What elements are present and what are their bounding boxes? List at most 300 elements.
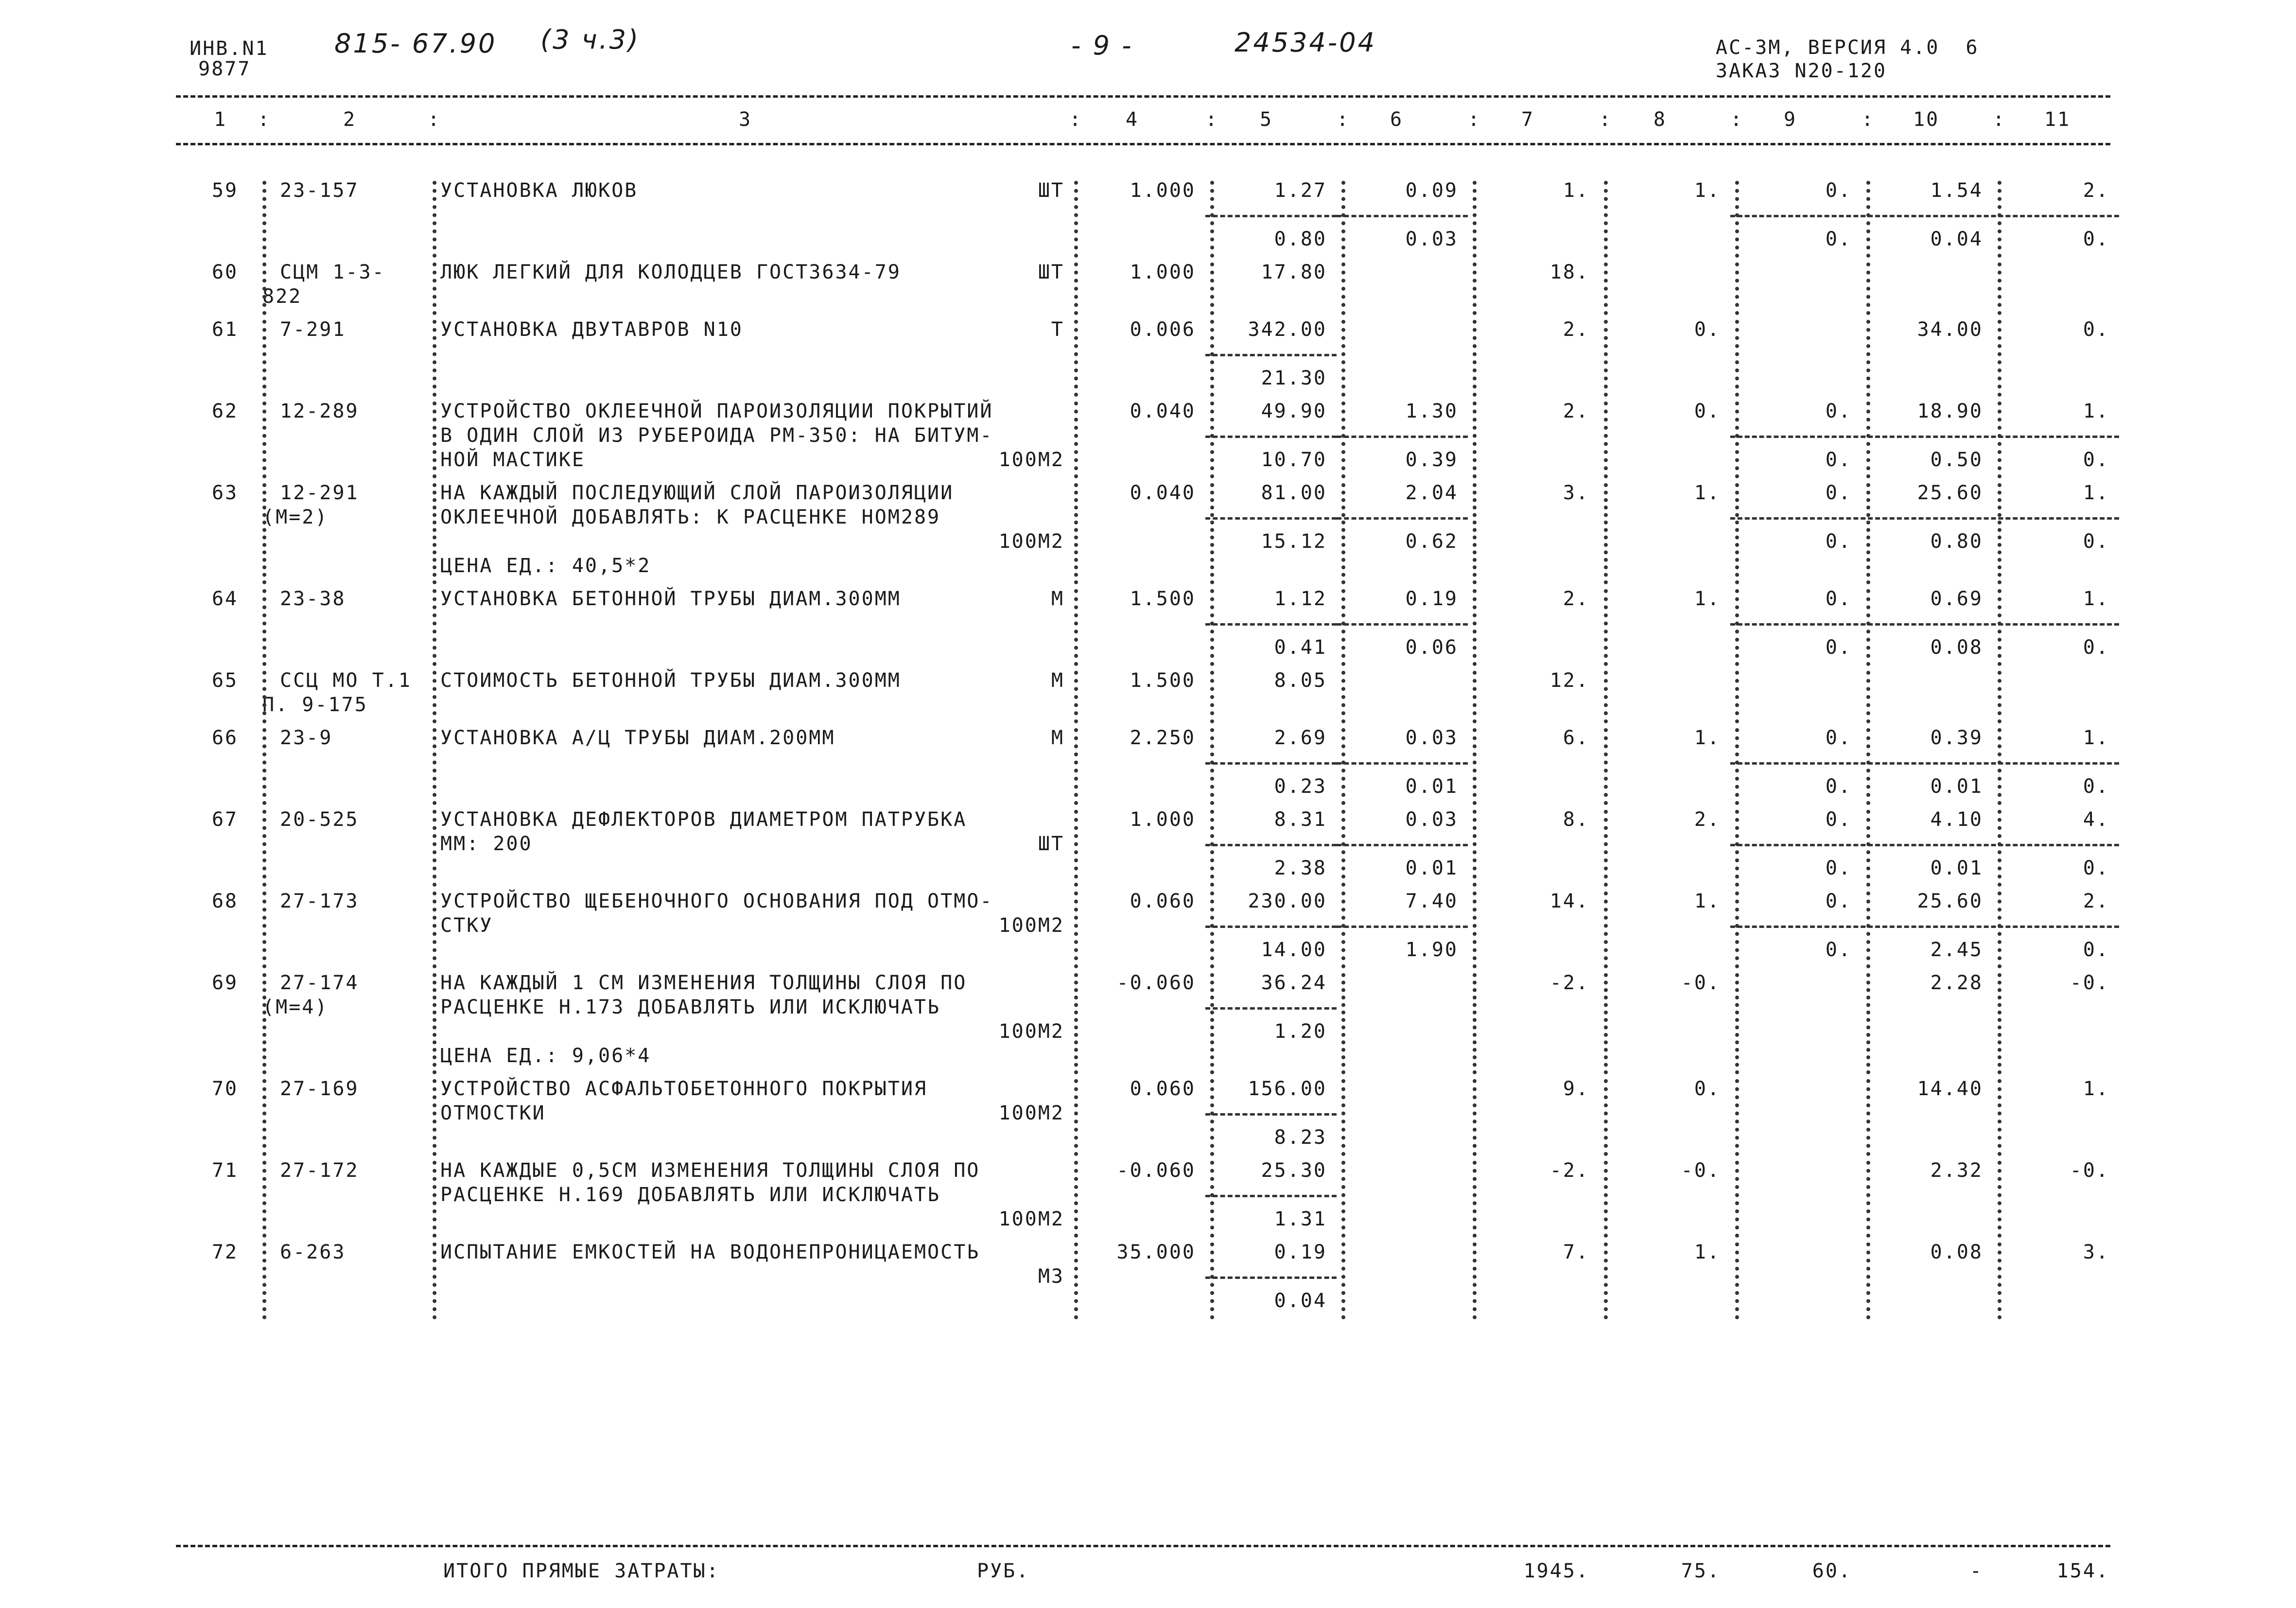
column-separator [1074, 810, 1078, 887]
inventory-number: 9877 [198, 58, 251, 80]
column-separator [1210, 1161, 1214, 1238]
wage-cost: 0.03 [1405, 808, 1458, 831]
column-separator [1210, 891, 1214, 968]
column-header-separator: : [1730, 108, 1744, 131]
unit-of-measure: 100М2 [998, 449, 1064, 471]
column-separator [1341, 810, 1345, 887]
column-separator [1735, 262, 1739, 315]
column-separator [1074, 320, 1078, 397]
column-separator [1341, 973, 1345, 1074]
subtotal-rule-col9-11 [1730, 517, 2119, 520]
column-separator [1341, 1079, 1345, 1156]
labor-total: 3. [2083, 1241, 2109, 1263]
wage-cost: 0.01 [1405, 857, 1458, 879]
unit-cost: 8.23 [1274, 1126, 1327, 1149]
unit-of-measure: 100М2 [998, 1102, 1064, 1124]
order-number: ЗАКАЗ N20-120 [1716, 60, 1887, 82]
labor-total: 0. [2083, 636, 2109, 659]
quantity: 1.500 [1130, 588, 1196, 610]
column-separator [433, 810, 436, 887]
subtotal-rule-col9-11 [1730, 762, 2119, 765]
work-description: УСТРОЙСТВО ЩЕБЕНОЧНОГО ОСНОВАНИЯ ПОД ОТМО- [440, 890, 993, 912]
total-cost: 1. [1563, 179, 1589, 202]
machine-cost: 0. [1825, 588, 1852, 610]
column-header-separator: : [1993, 108, 2006, 131]
labor-cost: 0.80 [1930, 530, 1983, 553]
column-separator [1473, 1242, 1477, 1319]
total-cost: 8. [1563, 808, 1589, 831]
column-separator [433, 1079, 436, 1156]
column-separator [1604, 483, 1608, 584]
unit-cost: 1.12 [1274, 588, 1327, 610]
unit-cost: 342.00 [1248, 318, 1327, 341]
column-header-7: 7 [1521, 108, 1535, 131]
total-cost: 6. [1563, 727, 1589, 749]
work-description: РАСЦЕНКЕ Н.169 ДОБАВЛЯТЬ ИЛИ ИСКЛЮЧАТЬ [440, 1184, 941, 1206]
column-separator [433, 1242, 436, 1319]
column-separator [433, 671, 436, 723]
rate-code: 6-263 [280, 1241, 346, 1263]
column-separator [433, 973, 436, 1074]
work-description: УСТАНОВКА БЕТОННОЙ ТРУБЫ ДИАМ.300ММ [440, 588, 901, 610]
subtotal-rule-col9-11 [1730, 926, 2119, 928]
column-separator [1074, 1161, 1078, 1238]
column-separator [1473, 891, 1477, 968]
labor-cost: 18.90 [1917, 400, 1983, 422]
quantity: 1.000 [1130, 261, 1196, 283]
column-header-separator: : [1337, 108, 1350, 131]
total-cost: -2. [1549, 1159, 1589, 1182]
rate-code: 23-9 [280, 727, 333, 749]
quantity: 0.060 [1130, 1078, 1196, 1100]
column-separator [1210, 1079, 1214, 1156]
labor-total: 0. [2083, 530, 2109, 553]
column-separator [1074, 728, 1078, 805]
wage-total: 0. [1694, 400, 1721, 422]
work-description: РАСЦЕНКЕ Н.173 ДОБАВЛЯТЬ ИЛИ ИСКЛЮЧАТЬ [440, 996, 941, 1018]
column-separator [1604, 810, 1608, 887]
total-c10: - [1969, 1560, 1983, 1582]
row-number: 64 [211, 588, 238, 610]
column-header-5: 5 [1260, 108, 1273, 131]
subtotal-rule-col6 [1337, 762, 1468, 765]
column-separator [1341, 891, 1345, 968]
labor-cost: 2.45 [1930, 939, 1983, 961]
column-separator [1604, 262, 1608, 315]
row-number: 62 [211, 400, 238, 422]
column-separator [1473, 402, 1477, 478]
column-separator [1998, 1161, 2001, 1238]
rate-code: (М=4) [262, 996, 329, 1018]
total-c9: 60. [1812, 1560, 1852, 1582]
column-separator [1341, 1161, 1345, 1238]
row-number: 69 [211, 972, 238, 994]
quantity: 2.250 [1130, 727, 1196, 749]
header-rule-bottom [176, 143, 2110, 145]
unit-cost: 230.00 [1248, 890, 1327, 912]
column-header-9: 9 [1784, 108, 1797, 131]
column-separator [262, 402, 266, 478]
header-rule-top [176, 95, 2110, 98]
labor-cost: 0.39 [1930, 727, 1983, 749]
column-separator [1473, 1079, 1477, 1156]
wage-cost: 1.30 [1405, 400, 1458, 422]
labor-cost: 25.60 [1917, 482, 1983, 504]
row-number: 71 [211, 1159, 238, 1182]
column-header-4: 4 [1126, 108, 1139, 131]
wage-cost: 0.62 [1405, 530, 1458, 553]
labor-total: 1. [2083, 727, 2109, 749]
column-separator [1998, 402, 2001, 478]
rate-code: 23-157 [280, 179, 359, 202]
subtotal-rule-col5 [1205, 1276, 1337, 1279]
rate-code: 822 [262, 285, 302, 308]
column-separator [1604, 320, 1608, 397]
subtotal-rule-col9-11 [1730, 844, 2119, 846]
column-header-8: 8 [1653, 108, 1667, 131]
column-separator [1604, 1161, 1608, 1238]
column-separator [1341, 1242, 1345, 1319]
column-separator [1735, 483, 1739, 584]
column-separator [1210, 671, 1214, 723]
labor-total: 1. [2083, 1078, 2109, 1100]
subtotal-rule-col6 [1337, 844, 1468, 846]
column-separator [1210, 1242, 1214, 1319]
column-separator [1341, 671, 1345, 723]
subtotal-rule-col6 [1337, 517, 1468, 520]
total-c7: 1945. [1523, 1560, 1589, 1582]
unit-cost: 17.80 [1261, 261, 1327, 283]
unit-price-note: ЦЕНА ЕД.: 40,5*2 [440, 555, 651, 577]
machine-cost: 0. [1825, 939, 1852, 961]
column-separator [1866, 671, 1870, 723]
total-unit: РУБ. [977, 1560, 1030, 1582]
quantity: 35.000 [1116, 1241, 1196, 1263]
unit-cost: 49.90 [1261, 400, 1327, 422]
subtotal-rule-col5 [1205, 517, 1337, 520]
column-separator [1866, 1161, 1870, 1238]
column-separator [1074, 891, 1078, 968]
column-separator [1604, 589, 1608, 666]
column-separator [1473, 181, 1477, 258]
unit-cost: 25.30 [1261, 1159, 1327, 1182]
unit-cost: 0.80 [1274, 228, 1327, 250]
column-separator [1604, 973, 1608, 1074]
subtotal-rule-col6 [1337, 436, 1468, 438]
column-separator [1074, 402, 1078, 478]
labor-cost: 4.10 [1930, 808, 1983, 831]
unit-cost: 15.12 [1261, 530, 1327, 553]
column-separator [1473, 810, 1477, 887]
column-separator [262, 1079, 266, 1156]
subtotal-rule-col5 [1205, 623, 1337, 626]
column-separator [1998, 320, 2001, 397]
work-description: УСТАНОВКА ДВУТАВРОВ N10 [440, 318, 743, 341]
column-separator [1210, 728, 1214, 805]
unit-cost: 1.20 [1274, 1020, 1327, 1043]
column-header-separator: : [1069, 108, 1083, 131]
column-separator [1866, 483, 1870, 584]
total-cost: 2. [1563, 318, 1589, 341]
rate-code: П. 9-175 [262, 694, 368, 716]
labor-cost: 0.01 [1930, 857, 1983, 879]
quantity: 1.000 [1130, 179, 1196, 202]
labor-total: 0. [2083, 318, 2109, 341]
column-separator [1866, 402, 1870, 478]
column-separator [262, 262, 266, 315]
unit-of-measure: М [1051, 669, 1064, 692]
row-number: 60 [211, 261, 238, 283]
column-separator [433, 483, 436, 584]
rate-code: 12-291 [280, 482, 359, 504]
labor-total: 0. [2083, 939, 2109, 961]
column-header-3: 3 [739, 108, 752, 131]
work-description: УСТАНОВКА А/Ц ТРУБЫ ДИАМ.200ММ [440, 727, 835, 749]
machine-cost: 0. [1825, 228, 1852, 250]
column-separator [1210, 589, 1214, 666]
unit-cost: 8.31 [1274, 808, 1327, 831]
rate-code: 20-525 [280, 808, 359, 831]
column-separator [433, 402, 436, 478]
column-separator [1735, 589, 1739, 666]
machine-cost: 0. [1825, 775, 1852, 798]
column-separator [1604, 181, 1608, 258]
column-separator [1998, 973, 2001, 1074]
labor-total: 2. [2083, 890, 2109, 912]
row-number: 70 [211, 1078, 238, 1100]
work-description: ММ: 200 [440, 833, 533, 855]
column-separator [433, 181, 436, 258]
column-separator [1473, 973, 1477, 1074]
rate-code: 7-291 [280, 318, 346, 341]
unit-cost: 0.41 [1274, 636, 1327, 659]
column-separator [433, 320, 436, 397]
column-separator [1998, 671, 2001, 723]
unit-of-measure: ШТ [1038, 833, 1064, 855]
total-c11: 154. [2056, 1560, 2109, 1582]
subtotal-rule-col5 [1205, 1195, 1337, 1197]
column-separator [1866, 320, 1870, 397]
column-separator [1604, 1079, 1608, 1156]
column-separator [433, 728, 436, 805]
row-number: 63 [211, 482, 238, 504]
order-handwritten: 24534-04 [1235, 27, 1376, 58]
wage-total: 2. [1694, 808, 1721, 831]
column-header-separator: : [428, 108, 441, 131]
unit-of-measure: 100М2 [998, 914, 1064, 937]
column-separator [1074, 181, 1078, 258]
work-description: УСТАНОВКА ДЕФЛЕКТОРОВ ДИАМЕТРОМ ПАТРУБКА [440, 808, 967, 831]
column-separator [262, 728, 266, 805]
work-description: СТОИМОСТЬ БЕТОННОЙ ТРУБЫ ДИАМ.300ММ [440, 669, 901, 692]
column-separator [1735, 402, 1739, 478]
subtotal-rule-col5 [1205, 1113, 1337, 1116]
wage-cost: 0.09 [1405, 179, 1458, 202]
unit-cost: 1.27 [1274, 179, 1327, 202]
total-rule [176, 1545, 2110, 1547]
column-separator [1604, 891, 1608, 968]
work-description: ИСПЫТАНИЕ ЕМКОСТЕЙ НА ВОДОНЕПРОНИЦАЕМОСТЬ [440, 1241, 980, 1263]
machine-cost: 0. [1825, 400, 1852, 422]
unit-of-measure: Т [1051, 318, 1064, 341]
subtotal-rule-col5 [1205, 762, 1337, 765]
rate-code: ССЦ МО Т.1 [280, 669, 412, 692]
total-cost: 9. [1563, 1078, 1589, 1100]
subtotal-rule-col5 [1205, 1007, 1337, 1010]
wage-total: 1. [1694, 588, 1721, 610]
column-separator [1210, 320, 1214, 397]
column-header-separator: : [258, 108, 271, 131]
column-separator [1210, 810, 1214, 887]
column-separator [1074, 483, 1078, 584]
unit-cost: 36.24 [1261, 972, 1327, 994]
quantity: 0.006 [1130, 318, 1196, 341]
machine-cost: 0. [1825, 449, 1852, 471]
labor-total: 0. [2083, 228, 2109, 250]
unit-of-measure: ШТ [1038, 179, 1064, 202]
row-number: 67 [211, 808, 238, 831]
work-description: ОКЛЕЕЧНОЙ ДОБАВЛЯТЬ: К РАСЦЕНКЕ НОМ289 [440, 506, 941, 528]
column-separator [1998, 181, 2001, 258]
unit-of-measure: ШТ [1038, 261, 1064, 283]
column-separator [1210, 973, 1214, 1074]
labor-total: 1. [2083, 588, 2109, 610]
subtotal-rule-col9-11 [1730, 215, 2119, 217]
row-number: 59 [211, 179, 238, 202]
column-separator [1735, 181, 1739, 258]
unit-cost: 10.70 [1261, 449, 1327, 471]
labor-cost: 0.08 [1930, 636, 1983, 659]
column-separator [1866, 1242, 1870, 1319]
quantity: 1.500 [1130, 669, 1196, 692]
column-separator [433, 891, 436, 968]
quantity: 0.060 [1130, 890, 1196, 912]
subtotal-rule-col5 [1205, 215, 1337, 217]
column-header-separator: : [1861, 108, 1875, 131]
column-separator [262, 1161, 266, 1238]
column-header-separator: : [1468, 108, 1481, 131]
subtotal-rule-col9-11 [1730, 623, 2119, 626]
column-separator [1074, 671, 1078, 723]
column-separator [1074, 1079, 1078, 1156]
column-separator [1473, 671, 1477, 723]
rate-code: (М=2) [262, 506, 329, 528]
column-separator [1473, 262, 1477, 315]
rate-code: 27-173 [280, 890, 359, 912]
column-separator [1998, 1242, 2001, 1319]
column-header-11: 11 [2044, 108, 2071, 131]
unit-of-measure: 100М2 [998, 530, 1064, 553]
total-cost: 2. [1563, 400, 1589, 422]
wage-cost: 1.90 [1405, 939, 1458, 961]
column-separator [433, 1161, 436, 1238]
column-separator [262, 810, 266, 887]
rate-code: 27-169 [280, 1078, 359, 1100]
wage-total: 1. [1694, 727, 1721, 749]
labor-cost: 1.54 [1930, 179, 1983, 202]
unit-cost: 0.23 [1274, 775, 1327, 798]
unit-cost: 156.00 [1248, 1078, 1327, 1100]
total-cost: 12. [1549, 669, 1589, 692]
column-separator [1604, 728, 1608, 805]
column-separator [1866, 973, 1870, 1074]
column-separator [1866, 810, 1870, 887]
work-description: СТКУ [440, 914, 493, 937]
work-description: НА КАЖДЫЕ 0,5СМ ИЗМЕНЕНИЯ ТОЛЩИНЫ СЛОЯ ПО [440, 1159, 980, 1182]
volume-label: (3 ч.3) [540, 24, 641, 55]
work-description: НОЙ МАСТИКЕ [440, 449, 585, 471]
column-separator [262, 483, 266, 584]
labor-total: 0. [2083, 449, 2109, 471]
unit-cost: 1.31 [1274, 1208, 1327, 1230]
column-separator [262, 891, 266, 968]
subtotal-rule-col9-11 [1730, 436, 2119, 438]
column-separator [1735, 320, 1739, 397]
total-c8: 75. [1681, 1560, 1721, 1582]
column-separator [1866, 728, 1870, 805]
column-separator [1210, 483, 1214, 584]
subtotal-rule-col5 [1205, 436, 1337, 438]
unit-of-measure: М [1051, 727, 1064, 749]
column-separator [1074, 262, 1078, 315]
total-cost: 18. [1549, 261, 1589, 283]
machine-cost: 0. [1825, 636, 1852, 659]
labor-total: 4. [2083, 808, 2109, 831]
column-separator [1341, 589, 1345, 666]
column-separator [1998, 483, 2001, 584]
column-separator [433, 262, 436, 315]
column-separator [262, 320, 266, 397]
row-number: 61 [211, 318, 238, 341]
labor-total: 1. [2083, 482, 2109, 504]
unit-price-note: ЦЕНА ЕД.: 9,06*4 [440, 1045, 651, 1067]
system-version: АС-3М, ВЕРСИЯ 4.0 6 [1716, 36, 1979, 59]
labor-cost: 2.28 [1930, 972, 1983, 994]
unit-of-measure: М3 [1038, 1265, 1064, 1288]
wage-cost: 0.03 [1405, 727, 1458, 749]
wage-total: 1. [1694, 179, 1721, 202]
column-separator [262, 181, 266, 258]
column-separator [262, 671, 266, 723]
column-separator [1998, 728, 2001, 805]
machine-cost: 0. [1825, 857, 1852, 879]
machine-cost: 0. [1825, 890, 1852, 912]
unit-cost: 2.69 [1274, 727, 1327, 749]
wage-total: -0. [1681, 1159, 1721, 1182]
rate-code: 12-289 [280, 400, 359, 422]
labor-cost: 34.00 [1917, 318, 1983, 341]
total-cost: -2. [1549, 972, 1589, 994]
labor-total: -0. [2070, 972, 2109, 994]
column-separator [1473, 1161, 1477, 1238]
quantity: 0.040 [1130, 482, 1196, 504]
column-separator [1604, 671, 1608, 723]
row-number: 68 [211, 890, 238, 912]
labor-cost: 2.32 [1930, 1159, 1983, 1182]
labor-cost: 0.04 [1930, 228, 1983, 250]
work-description: В ОДИН СЛОЙ ИЗ РУБЕРОИДА РМ-350: НА БИТУМ- [440, 424, 993, 447]
column-separator [1735, 891, 1739, 968]
column-separator [1473, 483, 1477, 584]
work-description: УСТРОЙСТВО АСФАЛЬТОБЕТОННОГО ПОКРЫТИЯ [440, 1078, 928, 1100]
work-description: УСТАНОВКА ЛЮКОВ [440, 179, 638, 202]
column-separator [1341, 483, 1345, 584]
column-header-1: 1 [214, 108, 227, 131]
unit-of-measure: М [1051, 588, 1064, 610]
column-separator [1074, 973, 1078, 1074]
wage-cost: 2.04 [1405, 482, 1458, 504]
wage-cost: 0.19 [1405, 588, 1458, 610]
